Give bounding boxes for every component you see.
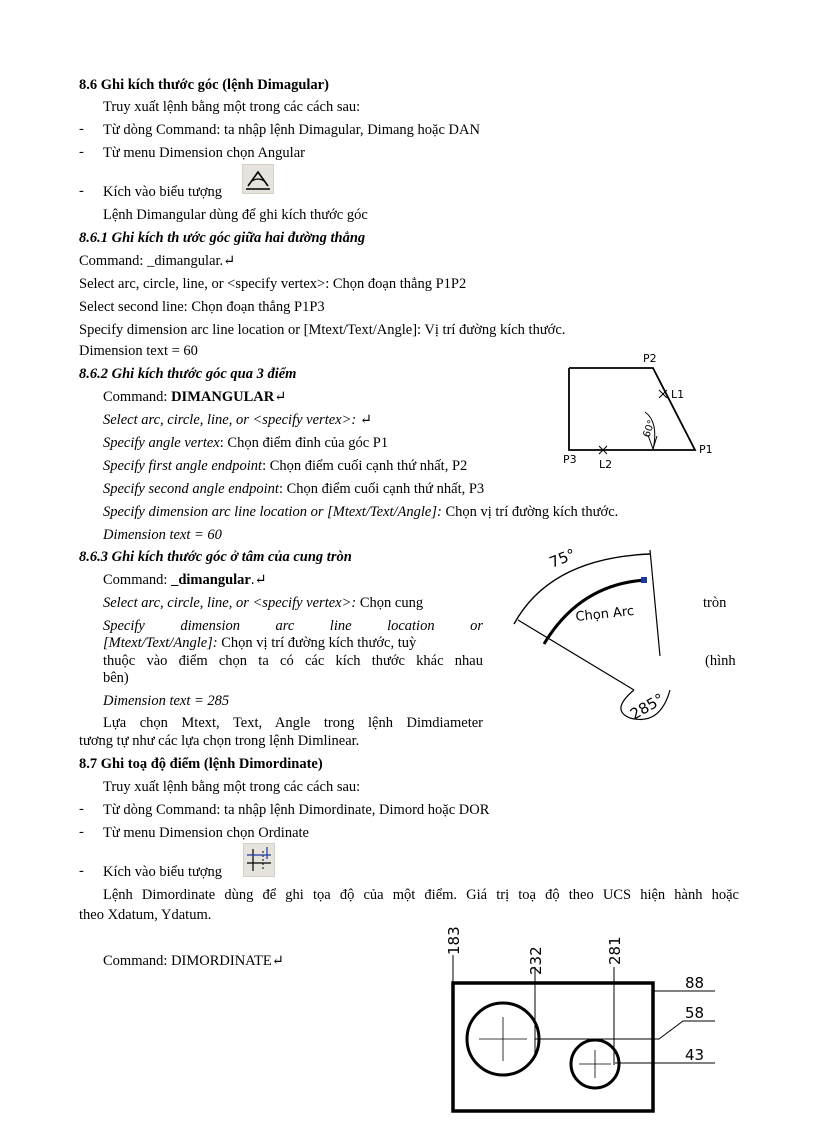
s863-line-2c-tail: (hình [705,653,736,669]
s87-desc-1: Lệnh Dimordinate dùng để ghi tọa độ của một điểm. Giá trị toạ độ theo UCS hiện hành hoặc [103,887,739,903]
label-l2: L2 [599,458,613,470]
label-angle-bottom: 285° [627,689,668,724]
s862-line-1: Select arc, circle, line, or <specify vertex>: ↵ [103,412,372,428]
label-p1: P1 [699,443,713,456]
bullet-dash: - [79,863,84,879]
label-angle-top: 75° [546,545,579,572]
dimangular-icon [242,164,274,194]
label-y1: 88 [685,974,705,992]
label-it: Specify dimension arc line location or [Mtext/Text/Angle]: [103,504,442,520]
label-rest: Chọn cung [356,595,424,611]
figure-three-point-angle [555,350,725,470]
figure-ordinate [435,925,725,1120]
s861-line-5: Dimension text = 60 [79,343,198,359]
label-y3: 43 [685,1046,705,1064]
s861-line-3: Select second line: Chọn đoạn thẳng P1P3 [79,299,325,315]
s863-para-2: tương tự như các lựa chọn trong lệnh Dimlinear. [79,733,360,749]
s86-desc: Lệnh Dimangular dùng để ghi kích thước góc [103,207,368,223]
s86-bullet-3: Kích vào biểu tượng [103,184,223,200]
section-8-6-3-heading: 8.6.3 Ghi kích thước góc ở tâm của cung tròn [79,549,352,565]
s863-line-1 [103,594,423,612]
s862-line-3 [103,457,467,475]
s863-line-2b [103,634,416,652]
label-rest: : Chọn điểm cuối cạnh thứ nhất, P2 [262,458,468,474]
s862-command [103,388,286,406]
label-x3: 281 [606,936,624,965]
section-8-6-1-heading: 8.6.1 Ghi kích th ước góc giữa hai đường thẳng [79,230,366,246]
dimordinate-icon [243,843,275,877]
s87-bullet-1: Từ dòng Command: ta nhập lệnh Dimordinate, Dimord hoặc DOR [103,802,490,818]
s861-line-4: Specify dimension arc line location or [Mtext/Text/Angle]: Vị trí đường kích thước. [79,322,566,338]
s863-command [103,571,267,589]
label-it: Specify angle vertex [103,435,220,451]
s863-para-1: Lựa chọn Mtext, Text, Angle trong lệnh Dimdiameter [103,715,483,731]
section-8-6-2-heading: 8.6.2 Ghi kích thước góc qua 3 điểm [79,366,297,382]
label-rest: : Chọn điểm đỉnh của góc P1 [219,435,389,451]
s86-intro: Truy xuất lệnh bằng một trong các cách sau: [103,99,361,115]
part-outline [453,983,653,1111]
bullet-dash: - [79,183,84,199]
label-angle: 60° [641,418,658,440]
s863-line-1-tail: tròn [703,595,727,611]
section-8-6-heading: 8.6 Ghi kích thước góc (lệnh Dimagular) [79,77,329,93]
cmd-suffix: .↵ [250,572,267,588]
label-y2: 58 [685,1004,705,1022]
cmd-suffix: ↵ [274,389,287,405]
leader-y2 [535,1021,715,1039]
s862-line-5 [103,503,618,521]
s863-line-3: Dimension text = 285 [103,693,230,709]
label-it: Specify second angle endpoint [103,481,279,497]
s863-line-2d: bên) [103,670,129,686]
s862-line-2 [103,434,388,452]
label-x1: 183 [445,926,463,955]
label-rest: Chọn vị trí đường kích thước. [441,504,619,520]
label-x2: 232 [527,946,545,975]
s863-line-2c: thuộc vào điểm chọn ta có các kích thước khác nhau [103,653,483,669]
s86-bullet-2: Từ menu Dimension chọn Angular [103,145,305,161]
label-arc: Chọn Arc [574,603,635,625]
s862-line-6: Dimension text = 60 [103,527,222,543]
s87-desc-2: theo Xdatum, Ydatum. [79,907,212,923]
figure-arc-angle [510,540,690,725]
bullet-dash: - [79,121,84,137]
bullet-dash: - [79,824,84,840]
bullet-dash: - [79,801,84,817]
label-rest: Chọn vị trí đường kích thước, tuỳ [217,635,417,651]
label-it: Specify first angle endpoint [103,458,263,474]
s862-line-4 [103,480,484,498]
label-l1: L1 [671,388,685,401]
label-rest: : Chọn điểm cuối cạnh thứ nhất, P3 [278,481,485,497]
s87-bullet-3: Kích vào biểu tượng [103,864,223,880]
extension-line [650,550,660,656]
cmd-bold: DIMANGULAR [171,389,275,405]
grip-marker [641,577,647,583]
s861-line-2: Select arc, circle, line, or <specify vertex>: Chọn đoạn thẳng P1P2 [79,276,467,292]
cmd-prefix: Command: [103,572,172,588]
s87-bullet-2: Từ menu Dimension chọn Ordinate [103,825,309,841]
extension-line [518,620,634,690]
s87-intro: Truy xuất lệnh bằng một trong các cách sau: [103,779,361,795]
cmd-prefix: Command: [103,389,172,405]
cmd-bold: _dimangular [171,572,251,588]
figure-outline [569,368,695,450]
s86-bullet-1: Từ dòng Command: ta nhập lệnh Dimagular, Dimang hoặc DAN [103,122,480,138]
section-8-7-heading: 8.7 Ghi toạ độ điểm (lệnh Dimordinate) [79,756,323,772]
label-it: [Mtext/Text/Angle]: [103,635,218,651]
label-p2: P2 [643,352,657,365]
s863-line-2a: Specify dimension arc line location or [103,618,483,634]
label-it: Select arc, circle, line, or <specify vertex>: [103,595,357,611]
s861-line-1: Command: _dimangular.↵ [79,253,236,269]
bullet-dash: - [79,144,84,160]
label-p3: P3 [563,453,577,466]
s87-command: Command: DIMORDINATE↵ [103,953,284,969]
